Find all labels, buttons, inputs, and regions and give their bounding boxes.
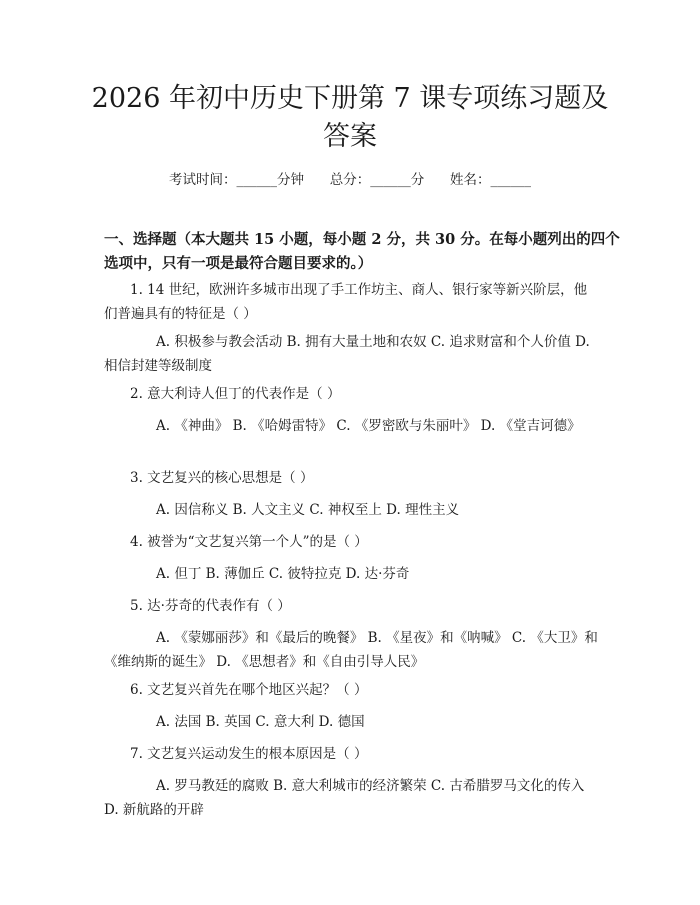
question-5-stem: 5. 达·芬奇的代表作有（ ）	[130, 598, 291, 614]
question-6-options: A. 法国 B. 英国 C. 意大利 D. 德国	[156, 714, 365, 730]
question-1-stem: 1. 14 世纪，欧洲许多城市出现了手工作坊主、商人、银行家等新兴阶层，他们普遍具有的特征是（ ）	[104, 282, 588, 322]
question-5-options: A. 《蒙娜丽莎》和《最后的晚餐》 B. 《星夜》和《呐喊》 C. 《大卫》和《维纳斯的诞生》 D. 《思想者》和《自由引导人民》	[104, 630, 598, 670]
question-6-stem: 6. 文艺复兴首先在哪个地区兴起？（ ）	[130, 682, 368, 698]
question-4-options: A. 但丁 B. 薄伽丘 C. 彼特拉克 D. 达·芬奇	[156, 566, 410, 582]
section-heading: 一、选择题（本大题共 15 小题，每小题 2 分，共 30 分。在每小题列出的四个选项中，只有一项是最符合题目要求的。）	[104, 231, 620, 272]
question-2-options: A. 《神曲》 B. 《哈姆雷特》 C. 《罗密欧与朱丽叶》 D. 《堂吉诃德》	[156, 418, 581, 434]
question-3-stem: 3. 文艺复兴的核心思想是（ ）	[130, 470, 314, 486]
question-3-options: A. 因信称义 B. 人文主义 C. 神权至上 D. 理性主义	[156, 502, 460, 518]
question-7-options: A. 罗马教廷的腐败 B. 意大利城市的经济繁荣 C. 古希腊罗马文化的传入 D. 新航路的开辟	[104, 778, 585, 818]
question-4-stem: 4. 被誉为“文艺复兴第一个人”的是（ ）	[130, 534, 368, 550]
question-2-stem: 2. 意大利诗人但丁的代表作是（ ）	[130, 386, 341, 402]
question-7-stem: 7. 文艺复兴运动发生的根本原因是（ ）	[130, 746, 368, 762]
page-title: 2026 年初中历史下册第 7 课专项练习题及答案	[91, 83, 609, 152]
exam-info-line: 考试时间：______分钟 总分：______分 姓名：______	[169, 172, 531, 188]
question-1-options: A. 积极参与教会活动 B. 拥有大量土地和农奴 C. 追求财富和个人价值 D. 相信封建等级制度	[104, 334, 590, 374]
